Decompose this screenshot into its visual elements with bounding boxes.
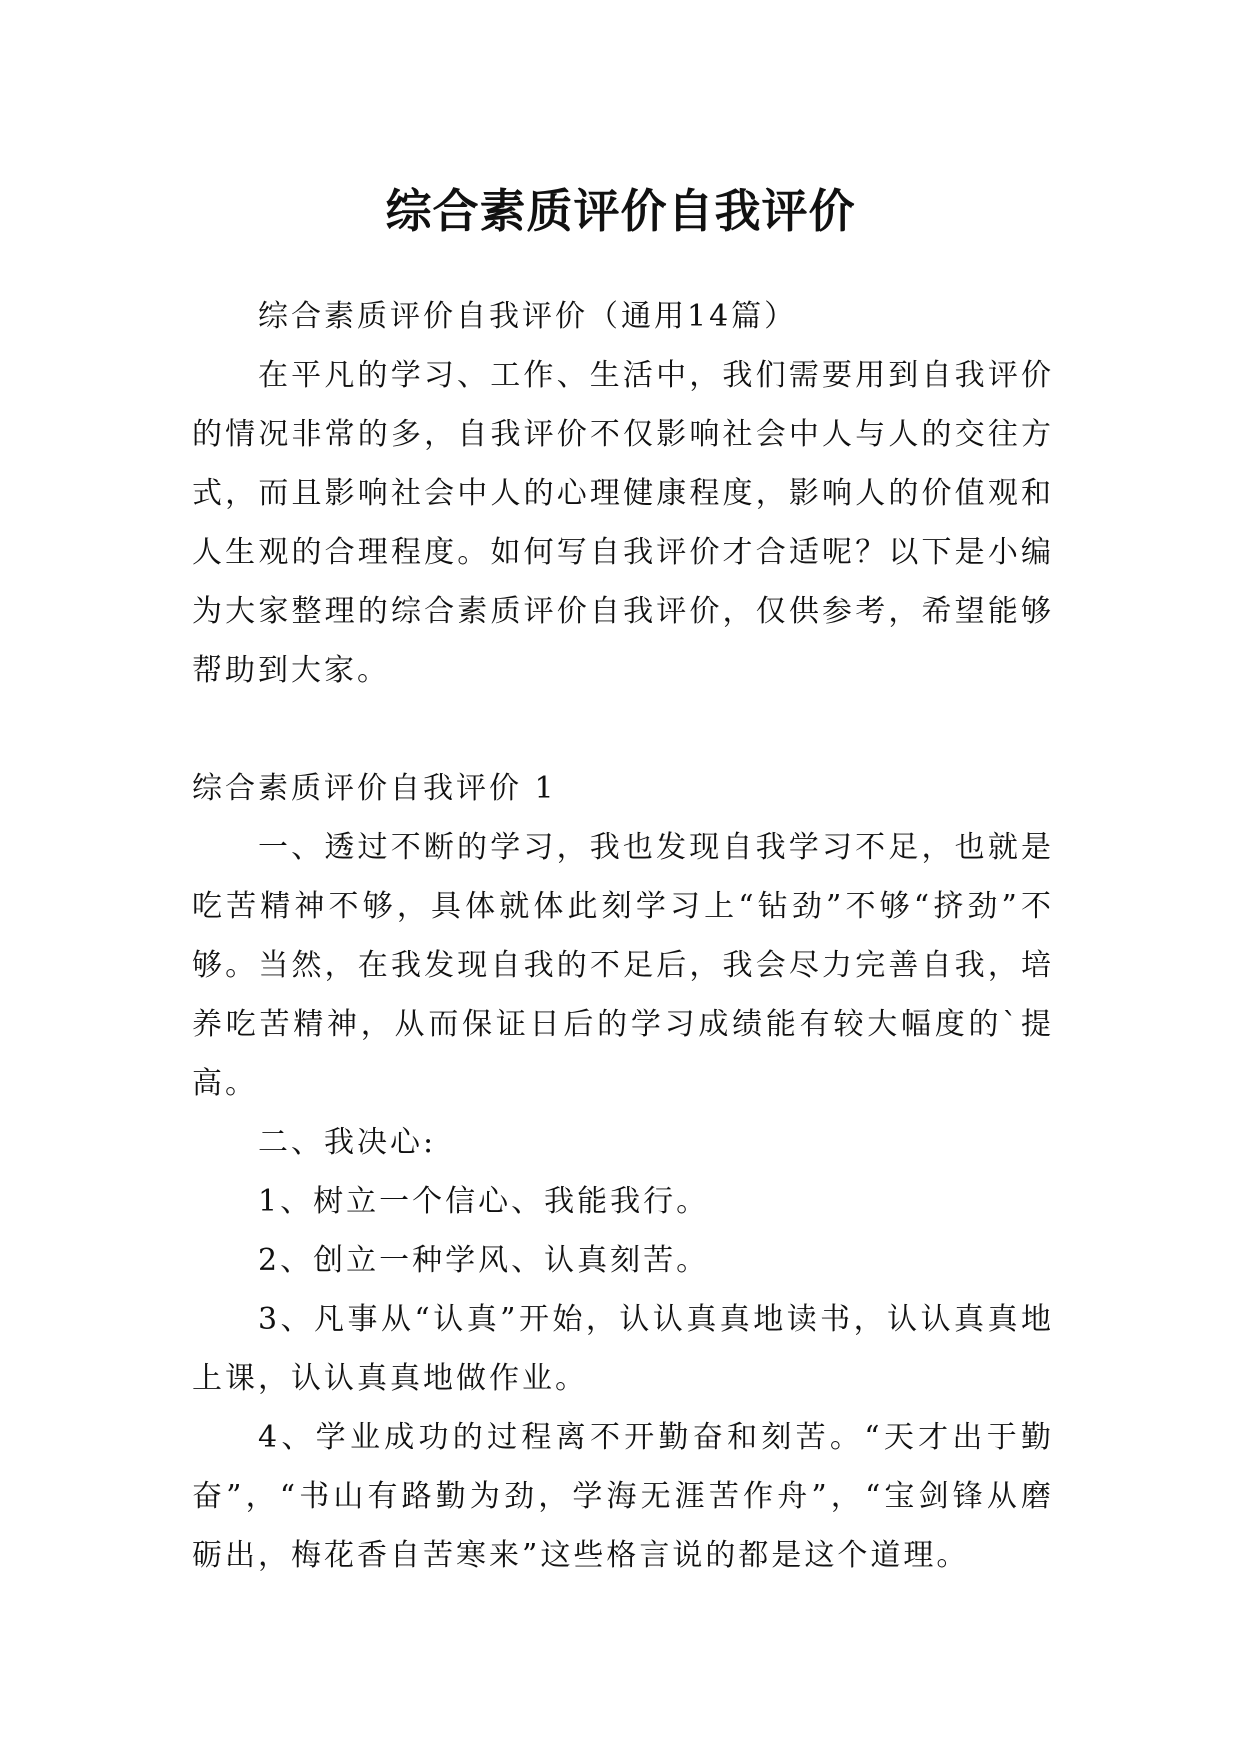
list-item-1: 1、树立一个信心、我能我行。 bbox=[258, 1184, 710, 1219]
section-paragraph-2: 二、我决心: bbox=[258, 1125, 437, 1160]
section-heading: 综合素质评价自我评价 1 bbox=[192, 771, 557, 806]
intro-paragraph: 在平凡的学习、工作、生活中，我们需要用到自我评价的情况非常的多，自我评价不仅影响社会中人与人的交往方式，而且影响社会中人的心理健康程度，影响人的价值观和人生观的合理程度。如何写自我评价才合适呢？以下是小编为大家整理的综合素质评价自我评价，仅供参考，希望能够帮助到大家。 bbox=[192, 358, 1054, 688]
list-item-3: 3、凡事从“认真”开始，认认真真地读书，认认真真地上课，认认真真地做作业。 bbox=[192, 1302, 1054, 1396]
document-body bbox=[192, 287, 1054, 1585]
document-title: 综合素质评价自我评价 bbox=[385, 183, 856, 238]
document-subtitle: 综合素质评价自我评价（通用14篇） bbox=[258, 299, 798, 334]
section-paragraph-1: 一、透过不断的学习，我也发现自我学习不足，也就是吃苦精神不够，具体就体此刻学习上“钻劲”不够“挤劲”不够。当然，在我发现自我的不足后，我会尽力完善自我，培养吃苦精神，从而保证日后的学习成绩能有较大幅度的`提高。 bbox=[192, 830, 1054, 1101]
paragraph-gap bbox=[192, 700, 1054, 759]
list-item-4: 4、学业成功的过程离不开勤奋和刻苦。“天才出于勤奋”，“书山有路勤为劲，学海无涯苦作舟”，“宝剑锋从磨砺出，梅花香自苦寒来”这些格言说的都是这个道理。 bbox=[192, 1420, 1054, 1573]
list-item-2: 2、创立一种学风、认真刻苦。 bbox=[258, 1243, 710, 1278]
